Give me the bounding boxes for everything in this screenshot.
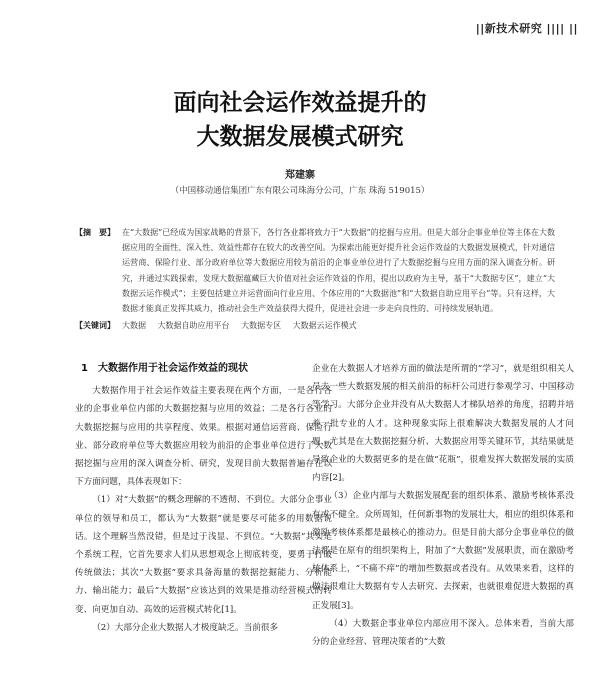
abstract-block bbox=[75, 225, 555, 333]
title-line-1: 面向社会运作效益提升的 bbox=[173, 90, 427, 116]
keyword: 大数据云运作模式 bbox=[292, 321, 357, 331]
keywords-label: 【关键词】 bbox=[75, 321, 115, 331]
body-paragraph: （4）大数据企事业单位内部应用不深入。总体来看，当前大部分的企业经营、管理决策者的“大数 bbox=[312, 618, 574, 648]
abstract-text: 在“大数据”已经成为国家战略的背景下，各行各业都将致力于“大数据”的挖掘与应用。但是大部分企事业单位等主体在大数据应用的全面性、深入性、效益性都存在较大的改善空间。为探索出能更好提升社会运作效益的大数据发展模式，针对通信运营商、保险行业、部分政府单位等大数据应用较为前沿的企事业单位进行了大数据挖掘与应用方面的深入调查分析。研究，并通过实践探索，发现大数据蕴藏巨大价值对社会运作效益的作用，提出以政府为主导，基于“大数据专区”，建立“大数据云运作模式”；主要包括建立并运营面向行业应用、个体应用的“大数据池”和“大数据自助应用平台”等。只有这样，大数据才能真正发挥其威力，推动社会生产效益获得大提升，促进社会进一步走向良性的、可持续发展轨道。 bbox=[122, 228, 555, 314]
journal-section-tag: ||新技术研究 |||| || bbox=[475, 22, 578, 35]
abstract-label: 【摘 要】 bbox=[75, 228, 115, 237]
keywords-row bbox=[75, 318, 555, 333]
abstract-row bbox=[75, 225, 555, 316]
body-paragraph: 大数据作用于社会运作效益主要表现在两个方面，一是各行各业的企事业单位内部的大数据挖掘与应用的效益；二是各行各业的大数据挖掘与应用的共享程度、效果。根据对通信运营商、保险行业、部分政府单位等大数据应用较为前沿的企事业单位进行了大数据挖掘与应用的深入调查分析、研究，发现目前大数据普遍存在以下方面问题，具体表现如下： bbox=[75, 386, 332, 488]
keyword: 大数据自助应用平台 bbox=[157, 321, 230, 331]
body-column-right bbox=[312, 360, 574, 651]
body-paragraph: （2）大部分企业大数据人才极度缺乏。当前很多 bbox=[92, 622, 279, 633]
body-column-left bbox=[75, 360, 332, 637]
article-title bbox=[0, 86, 600, 154]
keyword: 大数据专区 bbox=[241, 321, 282, 331]
section-heading: 1 大数据作用于社会运作效益的现状 bbox=[81, 363, 248, 374]
author-affiliation: （中国移动通信集团广东有限公司珠海分公司，广东 珠海 519015） bbox=[170, 186, 430, 196]
author-name: 郑建寨 bbox=[285, 170, 315, 181]
body-paragraph: （1）对“大数据”的概念理解的不透彻、不到位。大部分企事业单位的领导和员工，都认为“大数据”就是要尽可能多的用数据说话。这个理解当然没错，但是过于浅显、不到位。“大数据”其实是个系统工程，它首先要求人们从思想观念上彻底转变，要勇于打破传统做法；其次“大数据”要求具备海量的数据挖掘能力、分析能力、输出能力；最后“大数据”应该达到的效果是推动经营模式的转变、向更加自动、高效的运营模式转化[1]。 bbox=[75, 495, 332, 615]
title-line-2: 大数据发展模式研究 bbox=[196, 124, 404, 150]
body-paragraph: （3）企业内部与大数据发展配套的组织体系、激励考核体系没有或不健全。众所周知，任何新事物的发展壮大，相应的组织体系和激励考核体系都是最核心的推动力。但是目前大部分企事业单位的做法都是在原有的组织架构上，附加了“大数据”发展职责，而在激励考核体系上，“不痛不痒”的增加些数据或者没有。从效果来看，这样的做法很难让大数据有专人去研究、去探索，也就很难促进大数据的真正发展[3]。 bbox=[312, 491, 574, 611]
keyword: 大数据 bbox=[122, 321, 146, 331]
keywords-list bbox=[122, 318, 366, 333]
body-paragraph: 企业在大数据人才培养方面的做法是所谓的“学习”，就是组织相关人员去一些大数据发展的相关前沿的标杆公司进行参观学习、中国移动等学习。大部分企业并没有从大数据人才梯队培养的角度，招聘并培养一批专业的人才。这种现象实际上很难解决大数据发展的人才问题，尤其是在大数据挖掘分析、大数据应用等关键环节，其结果就是导致企业的大数据更多的是在做“花瓶”，很难发挥大数据发展的实质内容[2]。 bbox=[312, 364, 574, 484]
